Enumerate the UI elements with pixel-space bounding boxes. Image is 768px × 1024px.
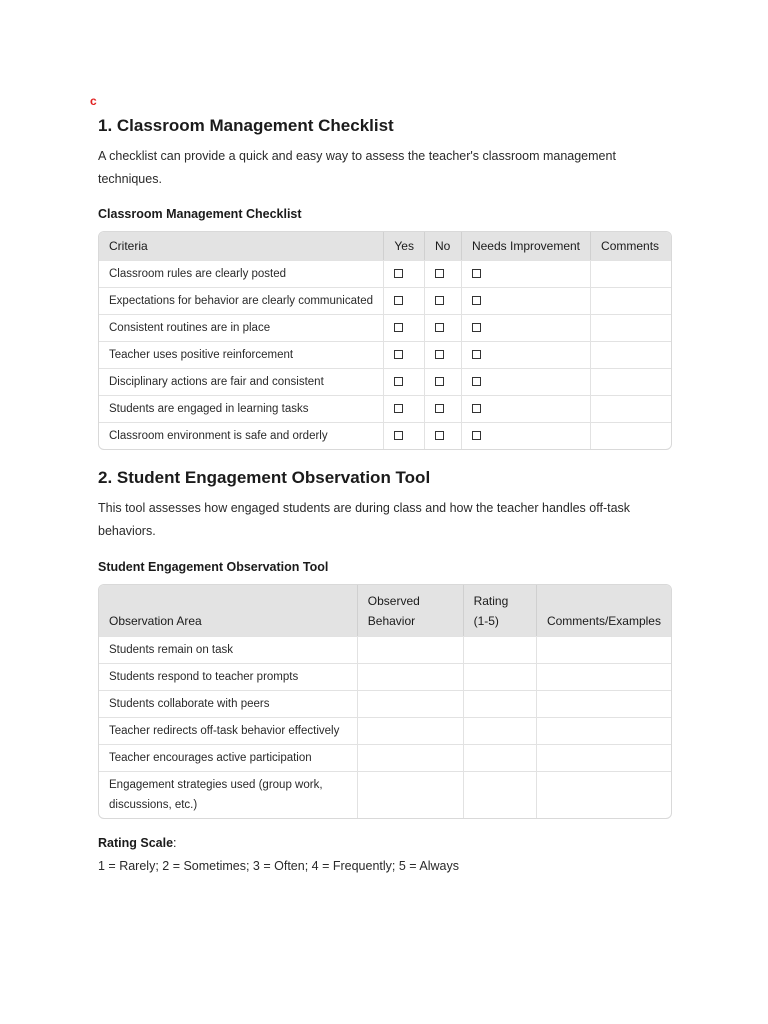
rating-cell[interactable] [464,771,537,818]
comments-examples-cell[interactable] [537,771,671,818]
no-cell [425,341,462,368]
rating-scale-text: 1 = Rarely; 2 = Sometimes; 3 = Often; 4 = Frequently; 5 = Always [98,859,459,873]
yes-cell [384,314,425,341]
comments-cell[interactable] [591,395,671,422]
comments-cell[interactable] [591,422,671,449]
observation-area-cell: Students remain on task [99,636,358,663]
needs-improvement-checkbox[interactable] [472,296,481,305]
observation-area-cell: Teacher redirects off-task behavior effectively [99,717,358,744]
no-checkbox[interactable] [435,323,444,332]
table-row [99,636,671,663]
yes-checkbox[interactable] [394,296,403,305]
header-yes: Yes [384,232,425,260]
comments-cell[interactable] [591,287,671,314]
table-row [99,717,671,744]
no-checkbox[interactable] [435,404,444,413]
yes-cell [384,422,425,449]
no-cell [425,395,462,422]
corner-mark: c [90,94,97,108]
criteria-cell: Disciplinary actions are fair and consistent [99,368,384,395]
observed-behavior-cell[interactable] [358,717,464,744]
table-row [99,663,671,690]
header-comments-examples: Comments/Examples [537,585,671,636]
header-no: No [425,232,462,260]
classroom-checklist-table [98,231,672,450]
yes-checkbox[interactable] [394,269,403,278]
needs-improvement-checkbox[interactable] [472,377,481,386]
rating-cell[interactable] [464,717,537,744]
no-cell [425,422,462,449]
comments-examples-cell[interactable] [537,744,671,771]
rating-cell[interactable] [464,636,537,663]
criteria-cell: Students are engaged in learning tasks [99,395,384,422]
needs-improvement-checkbox[interactable] [472,431,481,440]
needs-improvement-cell [462,287,591,314]
section2-intro: This tool assesses how engaged students are during class and how the teacher handles off-task behaviors. [98,501,631,538]
header-observation-area: Observation Area [99,585,358,636]
observed-behavior-cell[interactable] [358,744,464,771]
yes-checkbox[interactable] [394,323,403,332]
needs-improvement-checkbox[interactable] [472,350,481,359]
table-header-row [99,232,671,260]
needs-improvement-cell [462,341,591,368]
observed-behavior-cell[interactable] [358,690,464,717]
comments-examples-cell[interactable] [537,663,671,690]
yes-checkbox[interactable] [394,350,403,359]
needs-improvement-cell [462,368,591,395]
yes-cell [384,341,425,368]
header-rating: Rating (1-5) [464,585,537,636]
no-checkbox[interactable] [435,269,444,278]
table-row [99,287,671,314]
observation-area-cell: Engagement strategies used (group work, discussions, etc.) [99,771,358,818]
criteria-cell: Consistent routines are in place [99,314,384,341]
table-row [99,690,671,717]
section2-title: 2. Student Engagement Observation Tool [98,468,431,487]
no-cell [425,368,462,395]
header-needs-improvement: Needs Improvement [462,232,591,260]
comments-cell[interactable] [591,314,671,341]
table-row [99,368,671,395]
table-header-row [99,585,671,636]
table-row [99,771,671,818]
section1-intro: A checklist can provide a quick and easy way to assess the teacher's classroom management techniques. [98,149,616,186]
no-cell [425,260,462,287]
needs-improvement-cell [462,422,591,449]
observation-area-cell: Teacher encourages active participation [99,744,358,771]
table-row [99,314,671,341]
table-row [99,260,671,287]
comments-cell[interactable] [591,368,671,395]
observation-area-cell: Students collaborate with peers [99,690,358,717]
header-criteria: Criteria [99,232,384,260]
table-row [99,744,671,771]
observation-area-cell: Students respond to teacher prompts [99,663,358,690]
table-row [99,341,671,368]
comments-cell[interactable] [591,260,671,287]
needs-improvement-checkbox[interactable] [472,404,481,413]
needs-improvement-cell [462,395,591,422]
yes-checkbox[interactable] [394,431,403,440]
no-checkbox[interactable] [435,350,444,359]
comments-examples-cell[interactable] [537,690,671,717]
needs-improvement-cell [462,260,591,287]
rating-cell[interactable] [464,690,537,717]
yes-cell [384,368,425,395]
header-comments: Comments [591,232,671,260]
table-row [99,422,671,449]
header-observed-behavior: Observed Behavior [358,585,464,636]
yes-cell [384,287,425,314]
needs-improvement-checkbox[interactable] [472,323,481,332]
observed-behavior-cell[interactable] [358,663,464,690]
no-checkbox[interactable] [435,431,444,440]
observed-behavior-cell[interactable] [358,771,464,818]
comments-examples-cell[interactable] [537,717,671,744]
section1-title: 1. Classroom Management Checklist [98,116,394,135]
no-cell [425,287,462,314]
yes-cell [384,395,425,422]
section2-table-title: Student Engagement Observation Tool [98,560,329,574]
needs-improvement-cell [462,314,591,341]
table-row [99,395,671,422]
rating-cell[interactable] [464,744,537,771]
yes-checkbox[interactable] [394,377,403,386]
criteria-cell: Teacher uses positive reinforcement [99,341,384,368]
yes-checkbox[interactable] [394,404,403,413]
no-cell [425,314,462,341]
no-checkbox[interactable] [435,377,444,386]
engagement-observation-table [98,584,672,819]
rating-scale-label: Rating Scale: [98,836,177,850]
criteria-cell: Classroom environment is safe and orderly [99,422,384,449]
section1-table-title: Classroom Management Checklist [98,207,302,221]
rating-cell[interactable] [464,663,537,690]
needs-improvement-checkbox[interactable] [472,269,481,278]
comments-examples-cell[interactable] [537,636,671,663]
criteria-cell: Expectations for behavior are clearly communicated [99,287,384,314]
yes-cell [384,260,425,287]
comments-cell[interactable] [591,341,671,368]
no-checkbox[interactable] [435,296,444,305]
criteria-cell: Classroom rules are clearly posted [99,260,384,287]
observed-behavior-cell[interactable] [358,636,464,663]
